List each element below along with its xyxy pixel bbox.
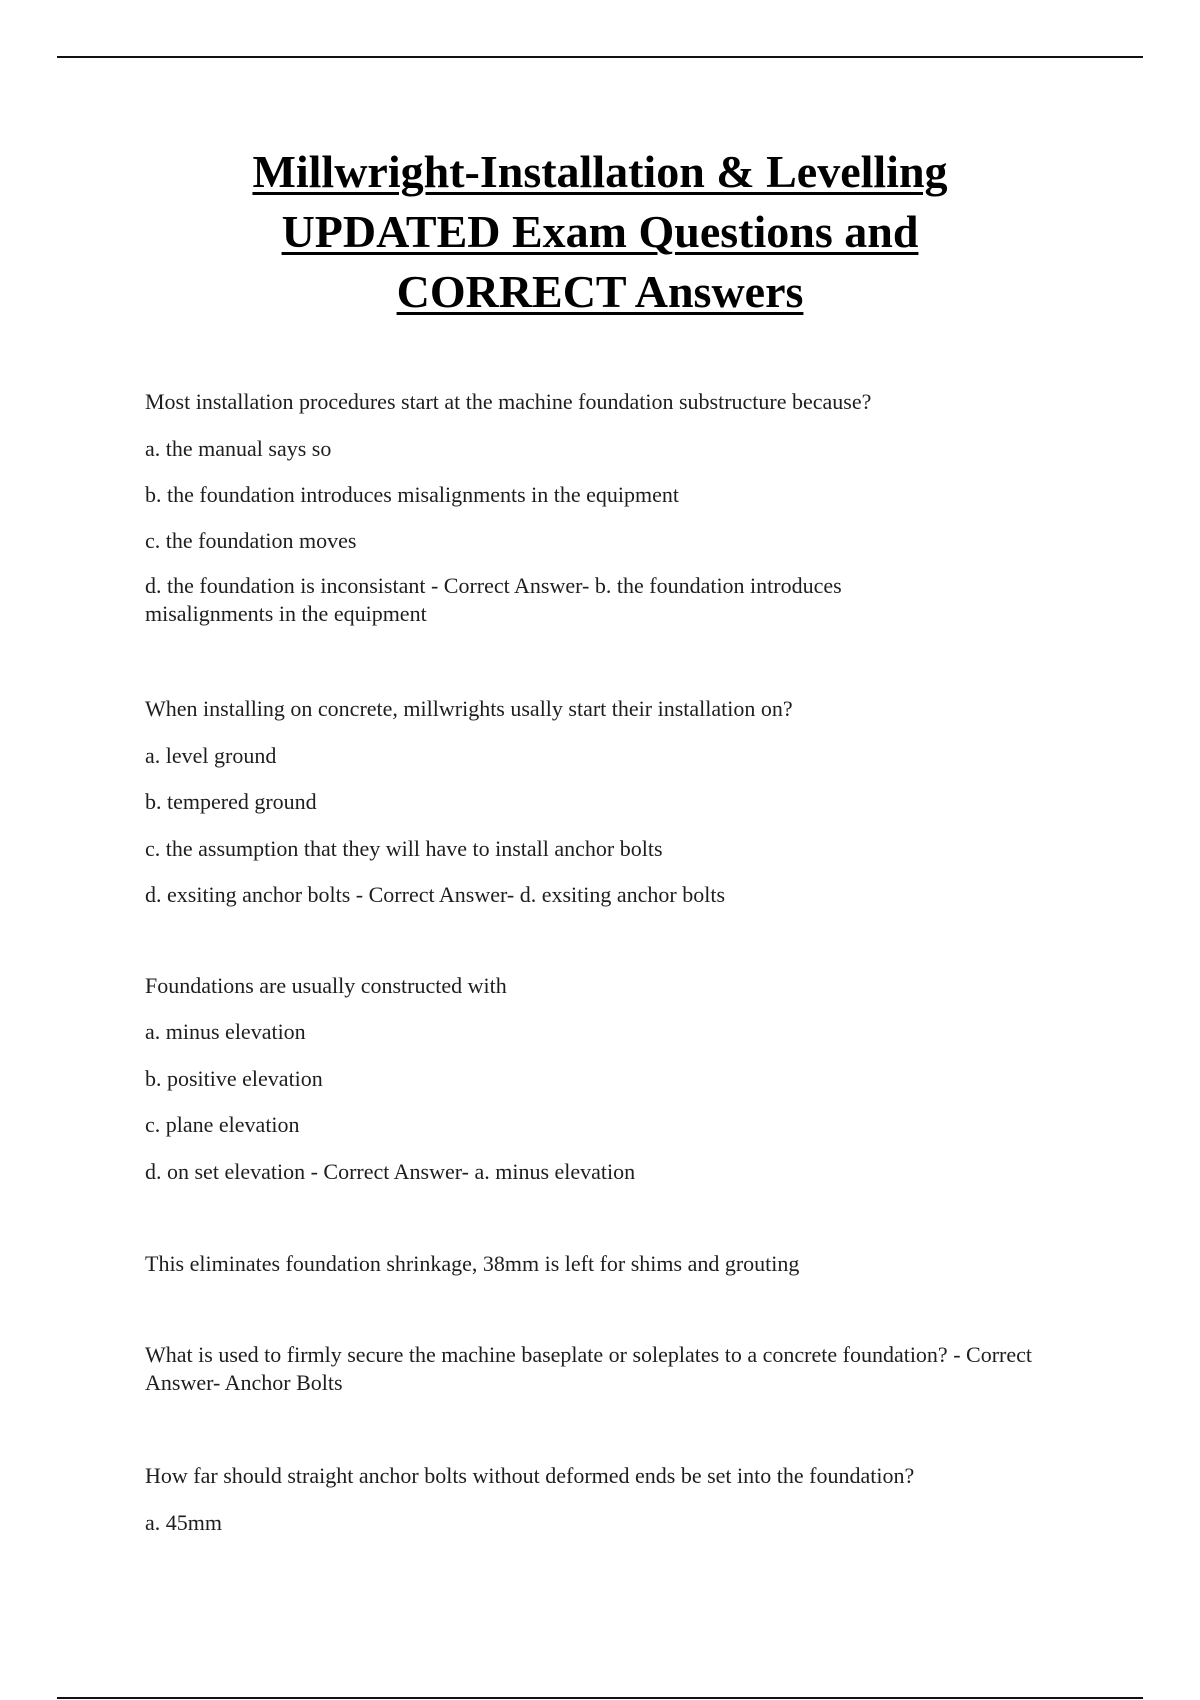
question-5-text-answer: What is used to firmly secure the machine baseplate or soleplates to a concrete foundation? - Correct Answer- Anchor Bolts xyxy=(145,1342,1032,1395)
header-rule xyxy=(57,56,1143,58)
question-3-text: Foundations are usually constructed with xyxy=(145,973,507,998)
question-1-option-b: b. the foundation introduces misalignments in the equipment xyxy=(145,482,680,507)
title-line-1: Millwright-Installation & Levelling xyxy=(252,146,948,197)
title-line-3: CORRECT Answers xyxy=(396,266,804,317)
question-6-option-a: a. 45mm xyxy=(145,1510,222,1535)
question-2-option-c: c. the assumption that they will have to install anchor bolts xyxy=(145,836,663,861)
question-3-option-a: a. minus elevation xyxy=(145,1019,306,1044)
question-1-option-d-answer: d. the foundation is inconsistant - Correct Answer- b. the foundation introduces misalignments in the equipment xyxy=(145,573,842,626)
question-2-text: When installing on concrete, millwrights usally start their installation on? xyxy=(145,696,793,721)
question-1-option-a: a. the manual says so xyxy=(145,436,332,461)
question-6-text: How far should straight anchor bolts without deformed ends be set into the foundation? xyxy=(145,1463,915,1488)
question-1-text: Most installation procedures start at the machine foundation substructure because? xyxy=(145,389,872,414)
question-3-option-c: c. plane elevation xyxy=(145,1112,300,1137)
document-title xyxy=(100,142,1100,322)
footer-rule xyxy=(57,1697,1143,1699)
question-3-option-b: b. positive elevation xyxy=(145,1066,323,1091)
question-2-option-a: a. level ground xyxy=(145,743,277,768)
question-1-option-c: c. the foundation moves xyxy=(145,528,357,553)
question-3-option-d-answer: d. on set elevation - Correct Answer- a. minus elevation xyxy=(145,1159,636,1184)
title-line-2: UPDATED Exam Questions and xyxy=(281,206,919,257)
question-2-option-b: b. tempered ground xyxy=(145,789,317,814)
question-2-option-d-answer: d. exsiting anchor bolts - Correct Answer- d. exsiting anchor bolts xyxy=(145,882,726,907)
statement-4-text: This eliminates foundation shrinkage, 38mm is left for shims and grouting xyxy=(145,1251,800,1276)
